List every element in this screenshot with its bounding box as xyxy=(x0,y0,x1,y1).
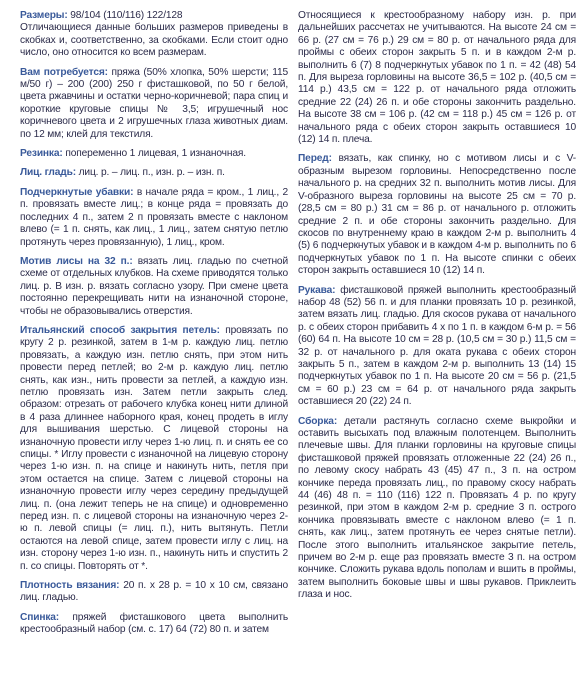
heading-materials: Вам потребуется: xyxy=(20,66,108,78)
section-glad xyxy=(20,167,288,179)
rukava-text: фисташковой пряжей выполнить крестообразный набор 48 (52) 56 п. и для планки провязать 10 р. резинкой, затем вязать лиц. гладью. Для скосов рукава от начального р. с обеих сторон прибавить 4 х по 1 п. в каждом 6-м р. = 56 (60) 64 п. На высоте 10 см = 28 р. (10,5 см = 30 р.) 11,5 см = 32 р. от начального р. для оката рукава с обеих сторон закрыть 5 п., затем в каждом 2-м р. выполнить 13 (14) 15 подчеркнутых убавок по 1 п. На высоте 20 см = 56 р. (21,5 см = 60 р.) 23 см = 64 р. от начального ряда закрыть оставшиеся 20 (22) 24 п. xyxy=(298,284,576,408)
heading-pered: Перед: xyxy=(298,153,332,165)
section-spinka xyxy=(20,612,288,637)
sizes-note: Отличающиеся данные больших размеров приведены в скобках и, соответственно, за скобками. Если стоит одно число, оно относится ко всем размерам. xyxy=(20,22,288,59)
heading-ubavki: Подчеркнутые убавки: xyxy=(20,186,134,198)
materials-text: пряжа (50% хлопка, 50% шерсти; 115 м/50 г) – 200 (200) 250 г фисташковой, по 50 г белой, цвета ржавчины и остатки черно-коричневой; пара спиц и короткие круговые спицы № 3,5; игрушечный нос коричневого цвета и 2 игрушечных глаза животных диам. по 12 мм; клей для текстиля. xyxy=(20,66,289,140)
right-column xyxy=(298,10,576,609)
italian-text: провязать по кругу 2 р. резинкой, затем в 1-м р. каждую лиц. петлю провязать, а каждую изн. петлю снять, при этом нить провести перед петлей; во 2-м р. каждую лиц. петлю снять, как изн., нить провести за петлей, а каждую изн. петлю провязать изн. Затем петли закрыть след. образом: отрезать от рабочего клубка конец нити длиной в 4 раза длиннее наборного края, конец продеть в иглу для вышивания шерстью. С лицевой стороны на изнаночную провести иглу через 1-ю лиц. п. и снять ее со спицы. * Иглу провести с изнаночной на лицевую сторону через 1-ю изн. п. на спице и накинуть нить, петля при этом остается на спице. Затем с лицевой стороны на изнаночную провести иглу через середину предыдущей лиц. п. (она лежит теперь не на спице) и одновременно перед изн. п. с лицевой стороны на изнаночную через 2-ю п. левой спицы (= лиц. п.), нить вытянуть. Петли остаются на левой спице, затем провести иглу с лиц. на изн. сторону через 1-ю изн. п., накинуть нить и спустить 2 п. со спицы. Повторять от *. xyxy=(20,324,288,572)
spinka-continued-text: Относящиеся к крестообразному набору изн. р. при дальнейших рассчетах не учитываются. На высоте 24 см = 66 р. (27 см = 76 р.) 29 см = 80 р. от начального ряда для проймы с обеих сторон закрыть 5 п. и в каждом 2-м р. выполнить 6 (7) 8 подчеркнутых убавок по 1 п. = 42 (48) 54 п. Для выреза горловины на высоте 36,5 = 102 р. (40,5 см = 114 р.) 43,5 см = 122 р. от начального ряда отложить средние 22 (24) 26 п. и обе стороны закончить раздельно. На высоте 38 см = 106 р. (42 см = 118 р.) 45 см = 126 р. от начального ряда с обеих сторон закрыть оставшиеся 10 (12) 14 п. плеча. xyxy=(298,10,576,146)
sizes-text: 98/104 (110/116) 122/128 xyxy=(70,10,183,21)
pered-text: вязать, как спинку, но с мотивом лисы и с V-образным вырезом горловины. Непосредственно после начального р. на средних 32 п. выполнить мотив лисы. Для V-образного выреза горловины на высоте 25 см = 70 р. (28,5 см = 80 р.) 31 см = 86 р. от начального р. отложить средние 2 п. и обе стороны закончить раздельно. Для скосов по внутреннему краю в каждом 2-м р. выполнить 4 (5) 6 подчеркнутых убавок и в каждом 4-м р. выполнить по 6 подчеркнутых убавок по 1 п. На высоте спинки с обеих сторон закрыть оставшиеся 10 (12) 14 п. xyxy=(298,153,576,277)
heading-spinka: Спинка: xyxy=(20,611,60,623)
rezinka-text: попеременно 1 лицевая, 1 изнаночная. xyxy=(65,148,246,160)
section-plotnost xyxy=(20,580,288,605)
section-spinka-continued xyxy=(298,10,576,146)
section-sborka xyxy=(298,416,576,602)
section-rukava xyxy=(298,285,576,409)
sborka-text: детали растянуть согласно схеме выкройки и оставить высыхать под влажным полотенцем. Выполнить плечевые швы. Для планки горловины на круговые спицы фисташковой пряжей провязать отложенные 22 (24) 26 п., по левому скосу набрать 43 (45) 47 п., 3 п. на остром кончике переда провязать лиц., по правому скосу набрать 44 (46) 48 п. = 110 (116) 122 п. Провязать 4 р. по кругу резинкой, при этом в каждом 2-м р. средние 3 п. острого кончика провязывать вместе с наклоном влево (= 1 п. снять, как лиц., затем протянуть ее через снятые петли). После этого выполнить итальянское закрытие петель, причем во 2-м р. еще раз провязать вместе 3 п. на остром кончике. Сложить рукава вдоль пополам и вшить в проймы, затем выполнить боковые швы и швы рукавов. Приклеить глаза и нос. xyxy=(298,415,576,601)
section-italian xyxy=(20,325,288,573)
left-column xyxy=(20,10,288,644)
section-motiv xyxy=(20,256,288,318)
heading-italian: Итальянский способ закрытия петель: xyxy=(20,324,220,336)
glad-text: лиц. р. – лиц. п., изн. р. – изн. п. xyxy=(78,167,225,179)
section-ubavki xyxy=(20,187,288,249)
section-pered xyxy=(298,153,576,277)
heading-plotnost: Плотность вязания: xyxy=(20,580,120,592)
heading-motiv: Мотив лисы на 32 п.: xyxy=(20,255,133,267)
section-materials xyxy=(20,67,288,141)
plotnost-text: 20 п. х 28 р. = 10 х 10 см, связано лиц. гладью. xyxy=(20,580,288,604)
ubavki-text: в начале ряда = кром., 1 лиц., 2 п. провязать вместе лиц.; в конце ряда = провязать до последних 4 п., затем 2 п провязать вместе с наклоном влево (= 1 п. снять, как лиц., 1 лиц., затем снятую петлю протянуть через провязанную), 1 лиц., кром. xyxy=(20,186,288,248)
section-razmery xyxy=(20,10,288,60)
motiv-text: вязать лиц. гладью по счетной схеме от отдельных клубков. На схеме приводятся только лиц. р. В изн. р. вязать согласно узору. При смене цвета постоянно перекрещивать нити на изнаночной стороне, чтобы не образовывались отверстия. xyxy=(20,255,288,317)
heading-glad: Лиц. гладь: xyxy=(20,167,76,179)
heading-sborka: Сборка: xyxy=(298,415,338,427)
spinka-text: пряжей фисташкового цвета выполнить крестообразный набор (см. с. 17) 64 (72) 80 п. и затем xyxy=(20,611,288,636)
heading-rukava: Рукава: xyxy=(298,284,336,296)
heading-rezinka: Резинка: xyxy=(20,148,63,160)
heading-razmery: Размеры: xyxy=(20,10,68,21)
section-rezinka xyxy=(20,148,288,160)
